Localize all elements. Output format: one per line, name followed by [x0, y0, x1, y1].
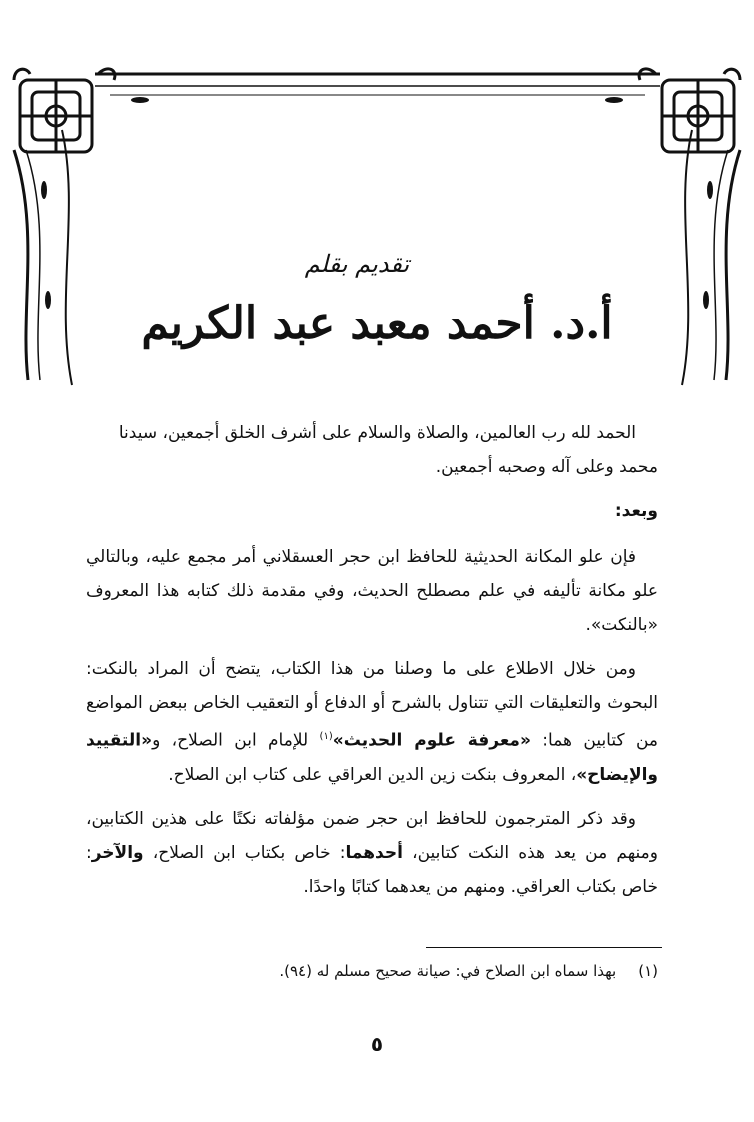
paragraph-1-line-2: محمد وعلى آله وصحبه أجمعين. — [435, 457, 658, 477]
footnote-reference[interactable]: (١) — [319, 731, 333, 742]
paragraph-4 — [86, 802, 658, 904]
footnote-text: بهذا سماه ابن الصلاح في: صيانة صحيح مسلم له (٩٤). — [279, 962, 617, 980]
body-text — [86, 416, 658, 914]
p3-text-d: ، المعروف بنكت زين الدين العراقي على كتاب ابن الصلاح. — [168, 764, 577, 785]
page-number: ٥ — [370, 1032, 384, 1056]
paragraph-1-line-1: الحمد لله رب العالمين، والصلاة والسلام على أشرف الخلق أجمعين، سيدنا — [118, 423, 636, 443]
p3-text-c: للإمام ابن الصلاح، و — [152, 730, 320, 751]
p4-bold-second: والآخر — [91, 842, 144, 863]
subtitle-prefaced-by: تقديم بقلم — [304, 250, 410, 278]
footnote-separator — [426, 947, 662, 948]
p4-text-a: وقد ذكر المترجمون للحافظ ابن حجر ضمن مؤلفاته نكتًا على هذين الكتابين، ومنهم من يعد هذه النكت كتابين، — [86, 808, 658, 863]
p3-text-a: ومن خلال الاطلاع على ما وصلنا من هذا الكتاب، يتضح أن المراد بالنكت: البحوث والتعليقات التي تتناول بالشرح أو الدفاع أو التعقيب الخاص ببعض المواضع من كتابين هما: — [86, 659, 658, 751]
author-name: أ.د. أحمد معبد عبد الكريم — [141, 298, 613, 349]
paragraph-1 — [86, 416, 658, 484]
footnote — [279, 962, 658, 980]
book-title-marifat: «معرفة علوم الحديث» — [332, 730, 531, 751]
p4-text-c: : خاص بكتاب ابن الصلاح، — [143, 842, 346, 863]
book-title-taqyid: «التقييد والإيضاح» — [86, 730, 658, 785]
paragraph-2: فإن علو المكانة الحديثية للحافظ ابن حجر العسقلاني أمر مجمع عليه، وبالتالي علو مكانة تأليفه في علم مصطلح الحديث، وفي مقدمة ذلك كتابه هذا المعروف «بالنكت». — [86, 547, 658, 635]
footnote-number: (١) — [638, 962, 658, 980]
left-corner-knot-ornament — [14, 69, 115, 152]
and-after-heading: وبعد: — [614, 501, 658, 521]
paragraph-3 — [86, 652, 658, 792]
right-corner-knot-ornament — [639, 69, 740, 152]
p4-bold-first: أحدهما — [345, 842, 403, 863]
p4-text-d: : خاص بكتاب العراقي. ومنهم من يعدهما كتابًا واحدًا. — [86, 842, 658, 897]
